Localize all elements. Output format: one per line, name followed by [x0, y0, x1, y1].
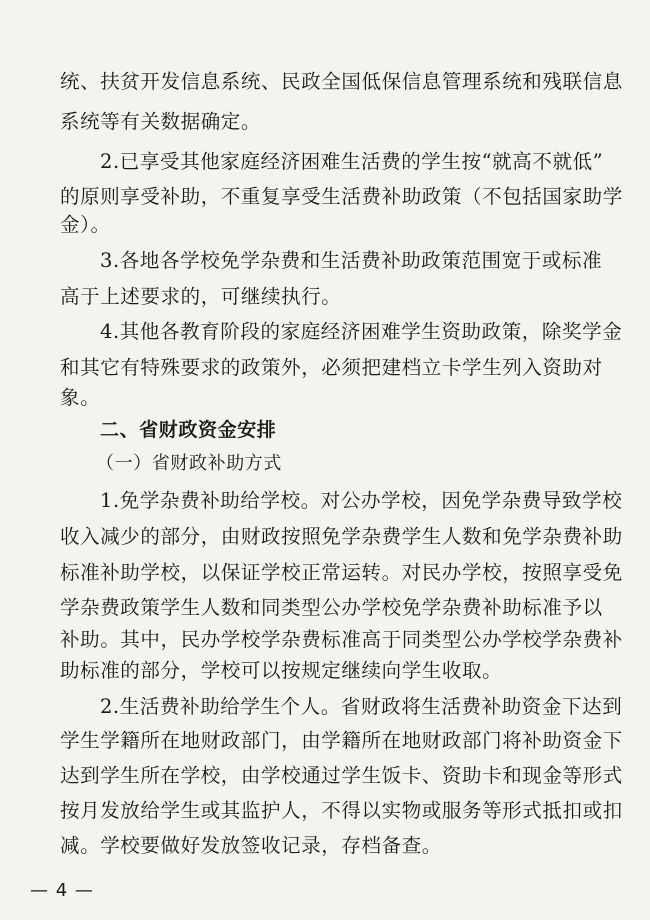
- body-line-17: 2.生活费补助给学生个人。省财政将生活费补助资金下达到: [100, 695, 623, 718]
- body-line-2: 系统等有关数据确定。: [60, 110, 262, 133]
- body-line-11: 1.免学杂费补助给学校。对公办学校，因免学杂费导致学校: [100, 489, 623, 512]
- body-line-13: 标准补助学校，以保证学校正常运转。对民办学校，按照享受免: [60, 561, 623, 584]
- body-line-8: 4.其他各教育阶段的家庭经济困难学生资助政策，除奖学金: [100, 320, 623, 343]
- body-line-19: 达到学生所在学校，由学校通过学生饭卡、资助卡和现金等形式: [60, 764, 623, 787]
- body-line-4: 的原则享受补助，不重复享受生活费补助政策（不包括国家助学: [60, 185, 623, 208]
- body-line-18: 学生学籍所在地财政部门，由学籍所在地财政部门将补助资金下: [60, 729, 623, 752]
- body-line-1: 统、扶贫开发信息系统、民政全国低保信息管理系统和残联信息: [60, 70, 623, 93]
- body-line-7: 高于上述要求的，可继续执行。: [60, 285, 342, 308]
- body-line-15: 补助。其中，民办学校学杂费标准高于同类型公办学校学杂费补: [60, 628, 623, 651]
- body-line-10: 象。: [60, 386, 101, 409]
- subsection-heading: （一）省财政补助方式: [96, 453, 282, 474]
- body-line-14: 学杂费政策学生人数和同类型公办学校免学杂费补助标准予以: [60, 596, 603, 619]
- body-line-20: 按月发放给学生或其监护人，不得以实物或服务等形式抵扣或扣: [60, 799, 623, 822]
- body-line-12: 收入减少的部分，由财政按照免学杂费学生人数和免学杂费补助: [60, 525, 623, 548]
- section-heading: 二、省财政资金安排: [100, 419, 277, 441]
- body-line-21: 减。学校要做好发放签收记录，存档备查。: [60, 834, 442, 857]
- page-number: — 4 —: [30, 880, 94, 901]
- body-line-3: 2.已享受其他家庭经济困难生活费的学生按“就高不就低”: [100, 150, 604, 173]
- body-line-6: 3.各地各学校免学杂费和生活费补助政策范围宽于或标准: [100, 249, 603, 272]
- body-line-16: 助标准的部分，学校可以按规定继续向学生收取。: [60, 659, 503, 682]
- body-line-5: 金）。: [60, 213, 111, 236]
- body-line-9: 和其它有特殊要求的政策外，必须把建档立卡学生列入资助对: [60, 356, 603, 379]
